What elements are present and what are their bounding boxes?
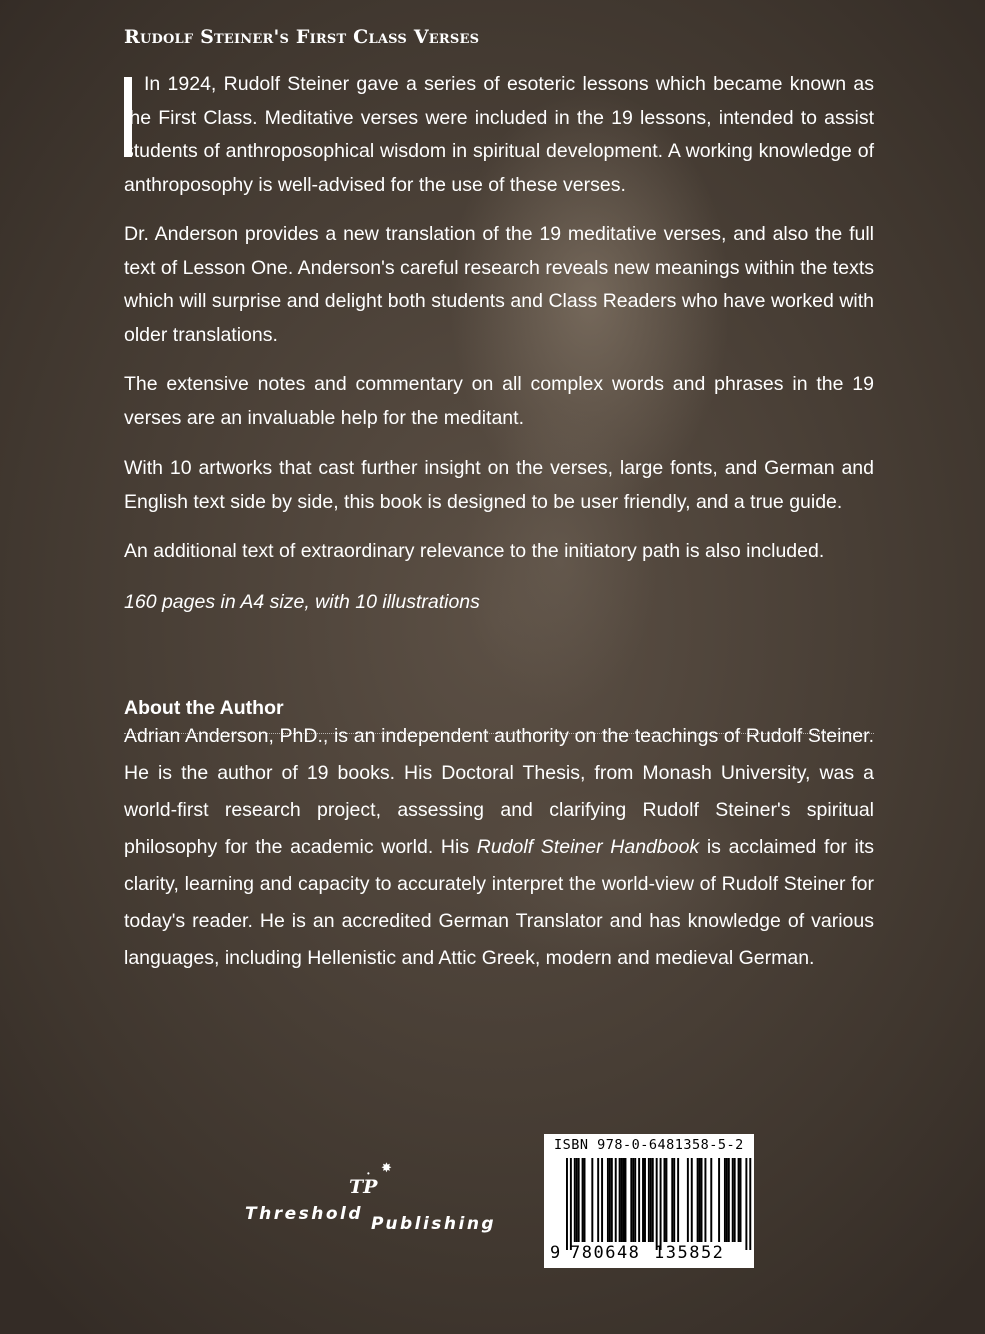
barcode-bar (632, 1158, 634, 1242)
barcode-bar (591, 1158, 593, 1242)
barcode-bar (597, 1158, 599, 1242)
ean-first-digit: 9 (550, 1243, 561, 1263)
description-paragraph-3: The extensive notes and commentary on all complex words and phrases in the 19 verses are an invaluable help for the meditant. (124, 373, 874, 429)
barcode-bar (582, 1158, 584, 1242)
barcode-bar (699, 1158, 701, 1242)
ean-left-digits: 780648 (570, 1243, 641, 1263)
barcode-bar (656, 1158, 658, 1250)
barcode-bar (718, 1158, 720, 1242)
barcode-bar (630, 1158, 632, 1242)
barcode-bar (621, 1158, 623, 1242)
barcode-bar (578, 1158, 580, 1242)
barcode-bar (660, 1158, 662, 1250)
publisher-monogram: TP (349, 1176, 378, 1198)
barcode-bar (697, 1158, 699, 1242)
barcode-bar (611, 1158, 613, 1242)
barcode-bar (570, 1158, 572, 1250)
about-author-heading: About the Author (124, 697, 284, 719)
barcode-bar (724, 1158, 726, 1242)
barcode (544, 1134, 754, 1268)
isbn-label: ISBN 978-0-6481358-5-2 (554, 1137, 744, 1153)
barcode-bar (607, 1158, 609, 1242)
barcode-bar (652, 1158, 654, 1242)
barcode-bar (576, 1158, 578, 1242)
book-specs: 160 pages in A4 size, with 10 illustrations (124, 591, 480, 613)
barcode-bar (701, 1158, 703, 1242)
barcode-bar (728, 1158, 730, 1242)
barcode-bar (609, 1158, 611, 1242)
barcode-bar (677, 1158, 679, 1242)
about-text-start: Adrian Anderson, PhD., is an independent authority on the teachings of Rudolf Steiner. He is the author of 19 books. His Doctoral Thesis, from Monash University, was a world-first research project, assessing and clarifying Rudolf Steiner's spiritual philosophy for the academic world. His (124, 725, 874, 858)
barcode-bar (615, 1158, 617, 1242)
barcode-bar (642, 1158, 644, 1242)
barcode-bar (648, 1158, 650, 1242)
publisher-word-2: Publishing (371, 1214, 497, 1234)
description-paragraph-2: Dr. Anderson provides a new translation of the 19 meditative verses, and also the full text of Lesson One. Anderson's careful research reveals new meanings within the texts which will surprise and delight both students and Class Readers who have worked with older translations. (124, 223, 874, 346)
barcode-bar (584, 1158, 586, 1242)
barcode-bar (650, 1158, 652, 1242)
star-icon: ✸ (381, 1160, 392, 1175)
barcode-bar (691, 1158, 693, 1242)
barcode-bar (738, 1158, 740, 1242)
barcode-bar (625, 1158, 627, 1242)
barcode-bar (601, 1158, 603, 1242)
barcode-bar (671, 1158, 673, 1242)
barcode-bar (638, 1158, 640, 1242)
barcode-bar (732, 1158, 734, 1242)
ean-right-digits: 135852 (654, 1243, 725, 1263)
about-author-body (124, 718, 874, 977)
barcode-bar (673, 1158, 675, 1242)
barcode-bar (644, 1158, 646, 1242)
barcode-bar (749, 1158, 751, 1250)
description-paragraph-1-text: In 1924, Rudolf Steiner gave a series of esoteric lessons which became known as the First Class. Meditative verses were included in the 19 lessons, intended to assist students of anthroposophical wisdom in spiritual development. A working knowledge of anthroposophy is well-advised for the use of these verses. (124, 73, 874, 196)
publisher-logo (245, 1160, 497, 1250)
barcode-bar (710, 1158, 712, 1242)
barcode-bar (664, 1158, 666, 1242)
barcode-bar (566, 1158, 568, 1250)
about-text-end: is acclaimed for its clarity, learning and capacity to accurately interpret the world-view of Rudolf Steiner for today's reader. He is an accredited German Translator and has knowledge of various languages, including Hellenistic and Attic Greek, modern and medieval German. (124, 836, 874, 969)
barcode-bar (740, 1158, 742, 1242)
barcode-bar (687, 1158, 689, 1242)
barcode-bar (745, 1158, 747, 1250)
barcode-bar (704, 1158, 706, 1242)
barcode-bar (623, 1158, 625, 1242)
barcode-bar (726, 1158, 728, 1242)
book-title: Rudolf Steiner's First Class Verses (124, 26, 480, 48)
description-paragraph-1 (124, 68, 874, 202)
barcode-bar (619, 1158, 621, 1242)
publisher-word-1: Threshold (245, 1204, 364, 1224)
barcode-bar (734, 1158, 736, 1242)
description-paragraph-4: With 10 artworks that cast further insight on the verses, large fonts, and German and English text side by side, this book is designed to be user friendly, and a true guide. (124, 457, 874, 513)
spark-icon: • (367, 1169, 370, 1178)
barcode-bar (574, 1158, 576, 1242)
barcode-bar (665, 1158, 667, 1242)
handbook-title: Rudolf Steiner Handbook (476, 836, 700, 858)
description-paragraph-5: An additional text of extraordinary relevance to the initiatory path is also included. (124, 540, 825, 562)
barcode-bar (634, 1158, 636, 1242)
